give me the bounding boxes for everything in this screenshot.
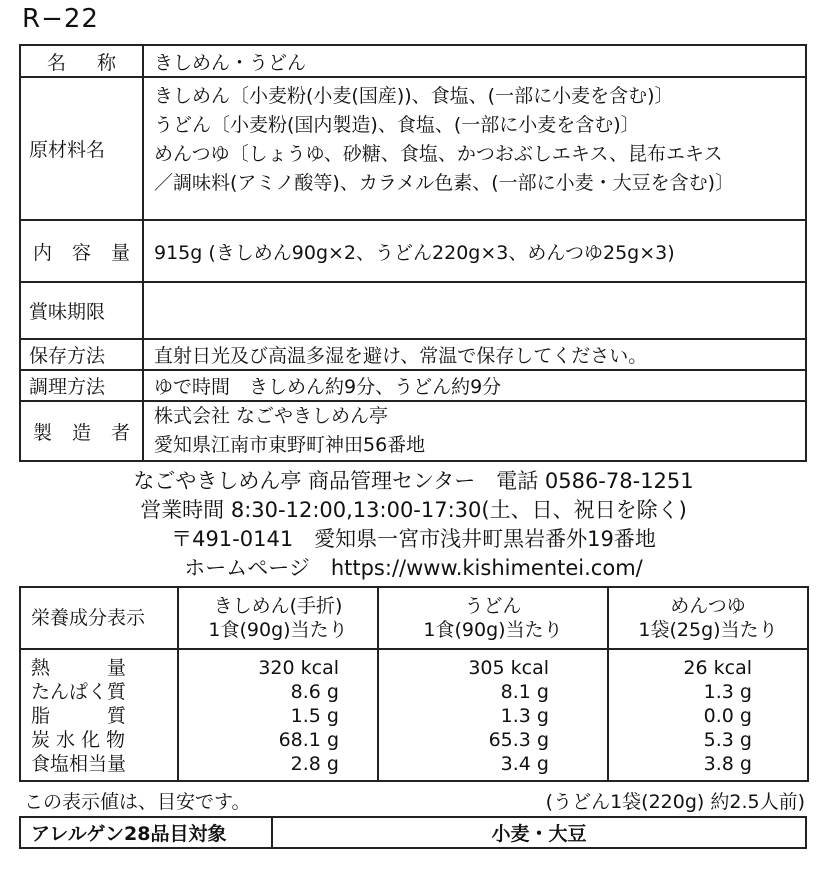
spec-label-maker (20, 401, 143, 461)
spec-label-content (20, 220, 143, 282)
allergen-row (20, 817, 806, 848)
spec-row-maker (20, 401, 806, 461)
ingredient-line: きしめん〔小麦粉(小麦(国産))、食塩、(一部に小麦を含む)〕 (154, 85, 674, 107)
spec-value-ingredients (143, 77, 806, 220)
allergen-value: 小麦・大豆 (272, 817, 806, 848)
column-per: 1食(90g)当たり (208, 619, 348, 641)
spec-row-ingredients (20, 77, 806, 220)
nutrition-row (20, 680, 808, 704)
spec-value-maker (143, 401, 806, 461)
column-name: きしめん(手折) (213, 595, 343, 617)
nutrient-value: 8.6 g (290, 681, 339, 703)
nutrient-label: 炭水化物 (20, 728, 178, 752)
nutrient-value: 26 kcal (683, 657, 752, 679)
nutrient-label: 食塩相当量 (20, 752, 178, 781)
spec-row-content (20, 220, 806, 282)
spec-label-best-before: 賞味期限 (20, 282, 143, 339)
spec-row-best-before (20, 282, 806, 339)
column-name: うどん (464, 595, 522, 617)
column-name: めんつゆ (670, 595, 746, 617)
nutrient-label: たんぱく質 (20, 680, 178, 704)
spec-label-cooking: 調理方法 (20, 370, 143, 401)
nutrient-value: 0.0 g (703, 705, 752, 727)
label-char: 量 (110, 241, 130, 264)
nutrient-value: 65.3 g (488, 729, 549, 751)
nutrition-row (20, 649, 808, 680)
nutrient-value: 305 kcal (468, 657, 549, 679)
column-per: 1食(90g)当たり (423, 619, 563, 641)
maker-line: 株式会社 なごやきしめん亭 (154, 405, 389, 427)
nutrient-label: 熱 量 (20, 649, 178, 680)
spec-label-ingredients: 原材料名 (20, 77, 143, 220)
homepage-line[interactable]: ホームページ https://www.kishimentei.com/ (184, 556, 643, 580)
nutrient-value: 1.5 g (290, 705, 339, 727)
nutrition-table (19, 586, 809, 782)
nutrition-column-header (608, 587, 808, 649)
product-spec-table (19, 44, 807, 462)
nutrient-value: 8.1 g (500, 681, 549, 703)
spec-label-storage: 保存方法 (20, 339, 143, 370)
allergen-label: アレルゲン28品目対象 (20, 817, 272, 848)
maker-line: 愛知県江南市東野町神田56番地 (154, 434, 426, 456)
nutrition-row (20, 728, 808, 752)
nutrient-value: 68.1 g (278, 729, 339, 751)
label-char: 容 (71, 241, 91, 264)
nutrition-row (20, 752, 808, 781)
spec-row-storage (20, 339, 806, 370)
address-line: 〒491-0141 愛知県一宮市浅井町黒岩番外19番地 (171, 527, 656, 551)
spec-value-name: きしめん・うどん (143, 45, 806, 77)
allergen-table (19, 816, 807, 849)
label-char: 称 (96, 51, 116, 74)
nutrient-value: 5.3 g (703, 729, 752, 751)
nutrient-label: 脂 質 (20, 704, 178, 728)
label-char: 名 (47, 51, 67, 74)
nutrient-value: 320 kcal (258, 657, 339, 679)
nutrient-value: 3.8 g (703, 753, 752, 775)
ingredient-line: うどん〔小麦粉(国内製造)、食塩、(一部に小麦を含む)〕 (154, 114, 640, 136)
spec-row-name (20, 45, 806, 77)
spec-row-cooking (20, 370, 806, 401)
spec-value-best-before (143, 282, 806, 339)
product-code: R−22 (22, 4, 99, 34)
nutrient-value: 1.3 g (500, 705, 549, 727)
nutrition-row (20, 704, 808, 728)
business-hours-line: 営業時間 8:30-12:00,13:00-17:30(土、日、祝日を除く) (140, 498, 687, 522)
ingredient-line: ／調味料(アミノ酸等)、カラメル色素、(一部に小麦・大豆を含む)〕 (154, 172, 735, 194)
estimate-note: この表示値は、目安です。 (24, 791, 251, 813)
spec-value-cooking: ゆで時間 きしめん約9分、うどん約9分 (143, 370, 806, 401)
nutrient-value: 1.3 g (703, 681, 752, 703)
serving-note: (うどん1袋(220g) 約2.5人前) (545, 791, 805, 813)
nutrient-value: 3.4 g (500, 753, 549, 775)
nutrition-title: 栄養成分表示 (20, 587, 178, 649)
label-char: 造 (71, 421, 91, 444)
label-char: 製 (33, 421, 53, 444)
label-char: 者 (110, 421, 130, 444)
nutrition-column-header (178, 587, 378, 649)
nutrition-column-header (378, 587, 608, 649)
contact-line: なごやきしめん亭 商品管理センター 電話 0586-78-1251 (133, 469, 694, 493)
column-per: 1袋(25g)当たり (638, 619, 778, 641)
nutrient-value: 2.8 g (290, 753, 339, 775)
spec-value-content: 915g (きしめん90g×2、うどん220g×3、めんつゆ25g×3) (143, 220, 806, 282)
ingredient-line: めんつゆ〔しょうゆ、砂糖、食塩、かつおぶしエキス、昆布エキス (154, 143, 723, 165)
spec-label-name (20, 45, 143, 77)
nutrition-header-row (20, 587, 808, 649)
spec-value-storage: 直射日光及び高温多湿を避け、常温で保存してください。 (143, 339, 806, 370)
label-char: 内 (33, 241, 53, 264)
